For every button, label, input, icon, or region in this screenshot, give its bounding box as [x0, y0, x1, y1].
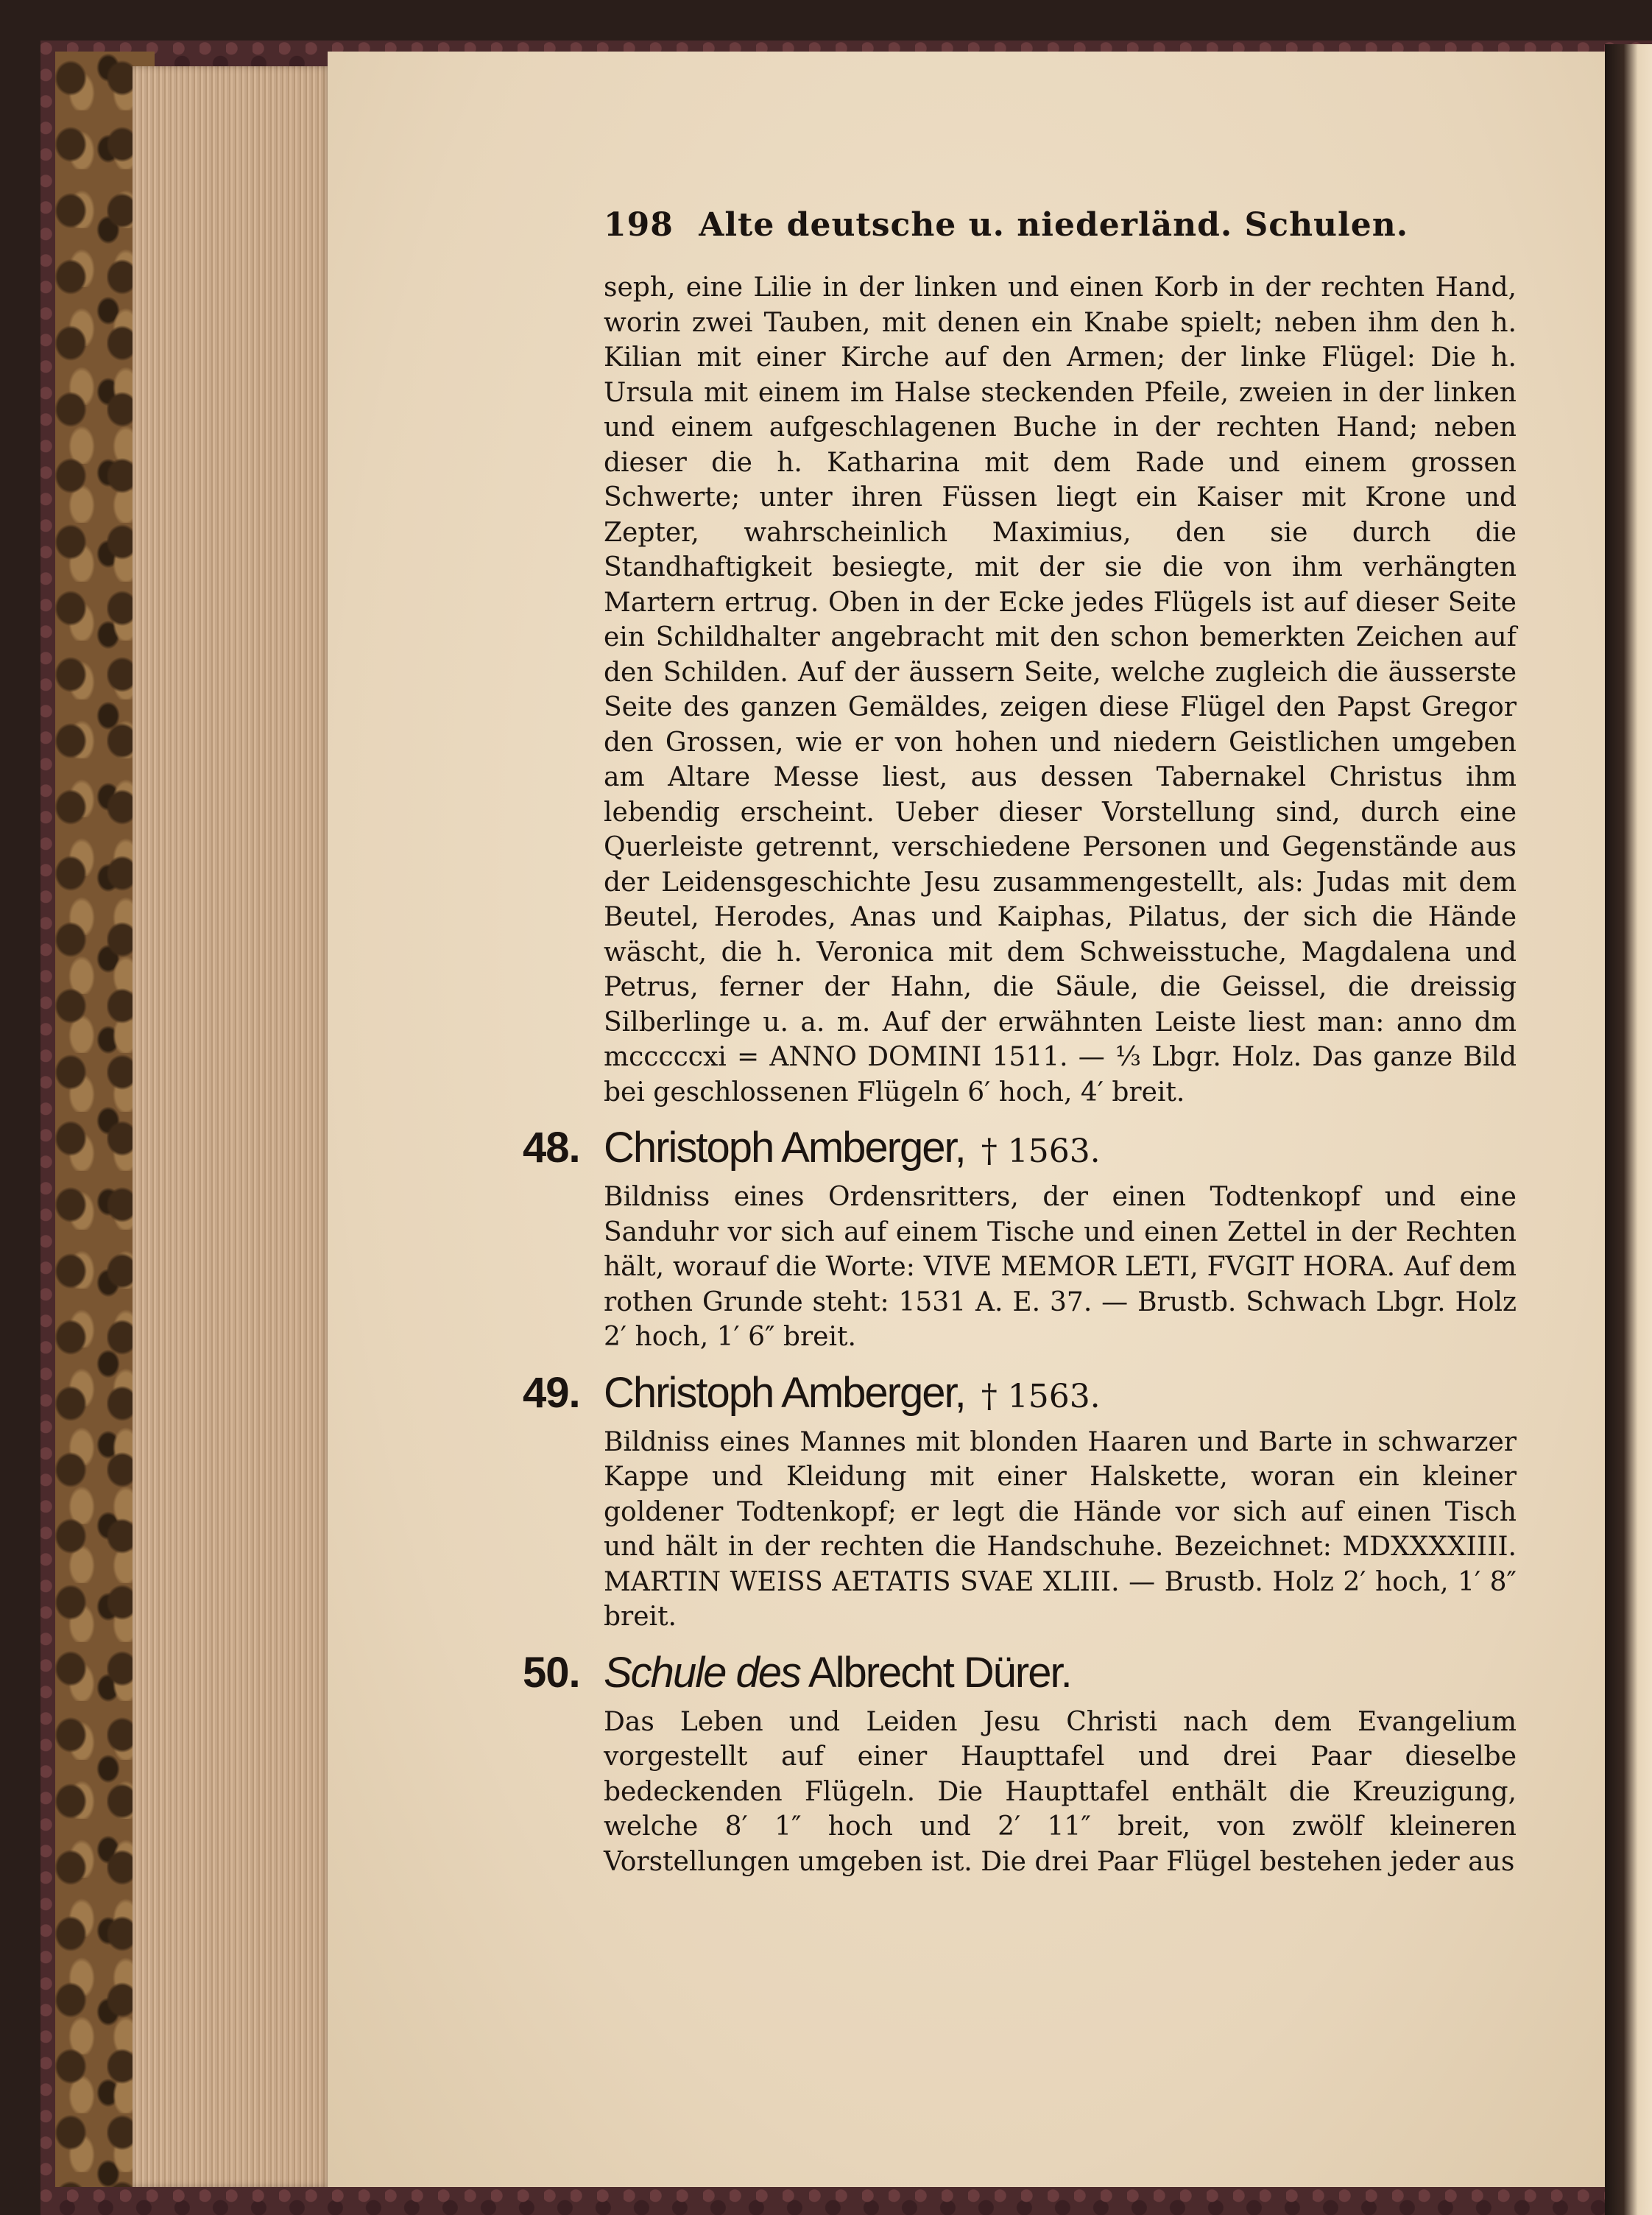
artist-name: Christoph Amberger,: [604, 1124, 965, 1172]
entry-description: Bildniss eines Mannes mit blonden Haaren und Barte in schwarzer Kappe und Kleidung mit einer Halskette, woran ein kleiner goldener Todtenkopf; er legt die Hände vor sich auf einen Tisch und hält in der rechten die Handschuhe. Bezeichnet: MDXXXXIIII. MARTIN WEISS AETATIS SVAE XLIII. — Brustb. Holz 2′ hoch, 1′ 8″ breit.: [604, 1426, 1517, 1632]
entry-description: Bildniss eines Ordensritters, der einen Todtenkopf und eine Sanduhr vor sich auf einem Tische und einen Zettel in der Rechten hält, worauf die Worte: VIVE MEMOR LETI, FVGIT HORA. Auf dem rothen Grunde steht: 1531 A. E. 37. — Brustb. Schwach Lbgr. Holz 2′ hoch, 1′ 6″ breit.: [604, 1182, 1517, 1352]
entry-number: 48.: [523, 1124, 580, 1172]
entry-number: 49.: [523, 1368, 580, 1417]
school-prefix: Schule des: [604, 1648, 800, 1697]
entry-heading: [523, 1368, 1517, 1418]
artist-name-text: Albrecht Dürer.: [808, 1648, 1071, 1697]
facing-page-edge: [1605, 44, 1652, 2215]
page-edges: [133, 66, 331, 2187]
entry-heading: [523, 1648, 1517, 1697]
running-title: Alte deutsche u. niederländ. Schulen.: [699, 206, 1409, 244]
running-header: [604, 206, 1517, 244]
entry-heading: [523, 1123, 1517, 1172]
artist-name: Christoph Amberger,: [604, 1368, 965, 1417]
page-content: [523, 184, 1517, 1879]
catalog-entry-48: [523, 1123, 1517, 1355]
continuation-paragraph: seph, eine Lilie in der linken und einen Korb in der rechten Hand, worin zwei Tauben, mit denen ein Knabe spielt; neben ihm den h. Kilian mit einer Kirche auf den Armen; der linke Flügel: Die h. Ursula mit einem im Halse steckenden Pfeile, zweien in der linken und einem aufgeschlagenen Buche in der rechten Hand; neben dieser die h. Katharina mit dem Rade und einem grossen Schwerte; unter ihren Füssen liegt ein Kaiser mit Krone und Zepter, wahrscheinlich Maximius, den sie durch die Standhaftigkeit besiegte, mit der sie die von ihm verhängten Martern ertrug. Oben in der Ecke jedes Flügels ist auf dieser Seite ein Schildhalter angebracht mit den schon bemerkten Zeichen auf den Schilden. Auf der äussern Seite, welche zugleich die äusserste Seite des ganzen Gemäldes, zeigen diese Flügel den Papst Gregor den Grossen, wie er von hohen und niedern Geistlichen umgeben am Altare Messe liest, aus dessen Tabernakel Christus ihm lebendig erscheint. Ueber dieser Vorstellung sind, durch eine Querleiste getrennt, verschiedene Personen und Gegenstände aus der Leidensgeschichte Jesu zusammengestellt, als: Judas mit dem Beutel, Herodes, Anas und Kaiphas, Pilatus, der sich die Hände wäscht, die h. Veronica mit dem Schweisstuche, Magdalena und Petrus, ferner der Hahn, die Säule, die Geissel, die dreissig Silberlinge u. a. m. Auf der erwähnten Leiste liest man: anno dm mcccccxi = ANNO DOMINI 1511. — ⅓ Lbgr. Holz. Das ganze Bild bei geschlossenen Flügeln 6′ hoch, 4′ breit.: [604, 272, 1517, 1108]
artist-name: [604, 1648, 1071, 1697]
catalog-entry-49: [523, 1368, 1517, 1635]
entry-description: Das Leben und Leiden Jesu Christi nach dem Evangelium vorgestellt auf einer Haupttafel und drei Paar dieselbe bedeckenden Flügeln. Die Haupttafel enthält die Kreuzigung, welche 8′ 1″ hoch und 2′ 11″ breit, von zwölf kleineren Vorstellungen umgeben ist. Die drei Paar Flügel bestehen jeder aus: [604, 1706, 1517, 1877]
artist-death-date: † 1563.: [981, 1133, 1101, 1170]
artist-death-date: † 1563.: [981, 1377, 1101, 1415]
catalog-entry-50: [523, 1648, 1517, 1880]
entry-number: 50.: [523, 1648, 580, 1697]
page-number: 198: [604, 206, 674, 244]
